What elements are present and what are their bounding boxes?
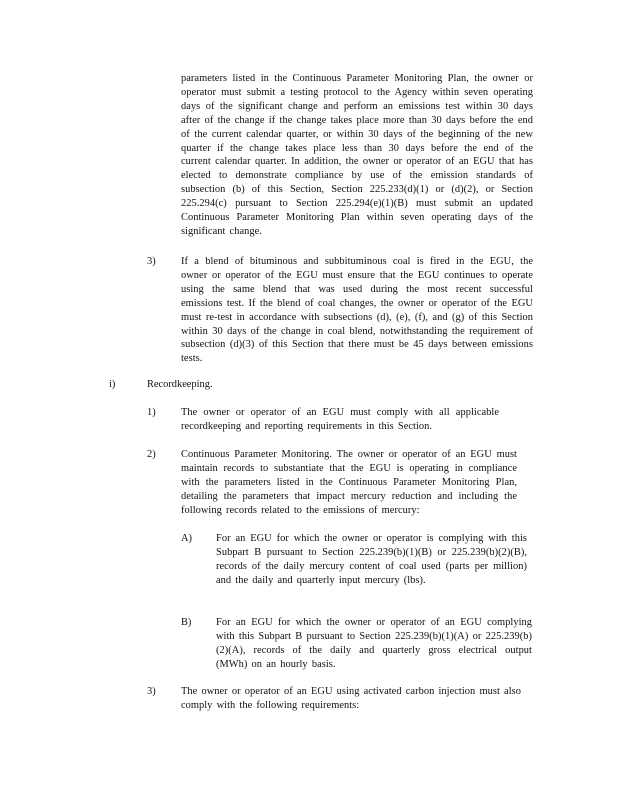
item-A-label: A) <box>181 533 192 544</box>
item-A-text: For an EGU for which the owner or operator is complying with this Subpart B pursuant to Section 225.239(b)(1)(B) or 225.239(b)(2)(B), records of the daily mercury content of coal used (parts per million) and the daily and quarterly input mercury (lbs). <box>216 533 527 586</box>
section-i-label: i) <box>109 379 116 390</box>
item-3-blend-label: 3) <box>147 256 156 267</box>
item-2-label: 2) <box>147 449 156 460</box>
item-B-text: For an EGU for which the owner or operator of an EGU complying with this Subpart B pursuant to Section 225.239(b)(1)(A) or 225.239(b)(2)(A), records of the daily and quarterly gross electrical output (MWh) on an hourly basis. <box>216 617 532 670</box>
item-1-label: 1) <box>147 407 156 418</box>
item-3-blend-text: If a blend of bituminous and subbituminous coal is fired in the EGU, the owner or operator of the EGU must ensure that the EGU continues to operate using the same blend that was used during the most recent successful emissions test. If the blend of coal changes, the owner or operator of the EGU must re-test in accordance with subsections (d), (e), (f), and (g) of this Section within 30 days of the change in coal blend, notwithstanding the requirement of subsection (d)(3) of this Section that there must be 45 days between emissions tests. <box>181 256 533 365</box>
item-1-text: The owner or operator of an EGU must comply with all applicable recordkeeping and reporting requirements in this Section. <box>181 407 499 432</box>
item-2-text: Continuous Parameter Monitoring. The owner or operator of an EGU must maintain records to substantiate that the EGU is operating in compliance with the parameters listed in the Continuous Parameter Monitoring Plan, detailing the parameters that impact mercury reduction and including the following records related to the emissions of mercury: <box>181 449 517 516</box>
item-3-aci-text: The owner or operator of an EGU using activated carbon injection must also comply with the following requirements: <box>181 686 521 711</box>
item-B-label: B) <box>181 617 192 628</box>
item-3-aci-label: 3) <box>147 686 156 697</box>
continuation-paragraph: parameters listed in the Continuous Parameter Monitoring Plan, the owner or operator must submit a testing protocol to the Agency within seven operating days of the significant change and perform an emissions test within 30 days after of the change if the change takes place more than 30 days before the end of the current calendar quarter, or within 30 days of the beginning of the new quarter if the change takes place less than 30 days before the end of the current calendar quarter. In addition, the owner or operator of an EGU that has elected to demonstrate compliance by use of the emission standards of subsection (b) of this Section, Section 225.233(d)(1) or (d)(2), or Section 225.294(c) pursuant to Section 225.294(e)(1)(B) must submit an updated Continuous Parameter Monitoring Plan within seven operating days of the significant change. <box>181 73 533 237</box>
section-i-heading: Recordkeeping. <box>147 379 213 390</box>
